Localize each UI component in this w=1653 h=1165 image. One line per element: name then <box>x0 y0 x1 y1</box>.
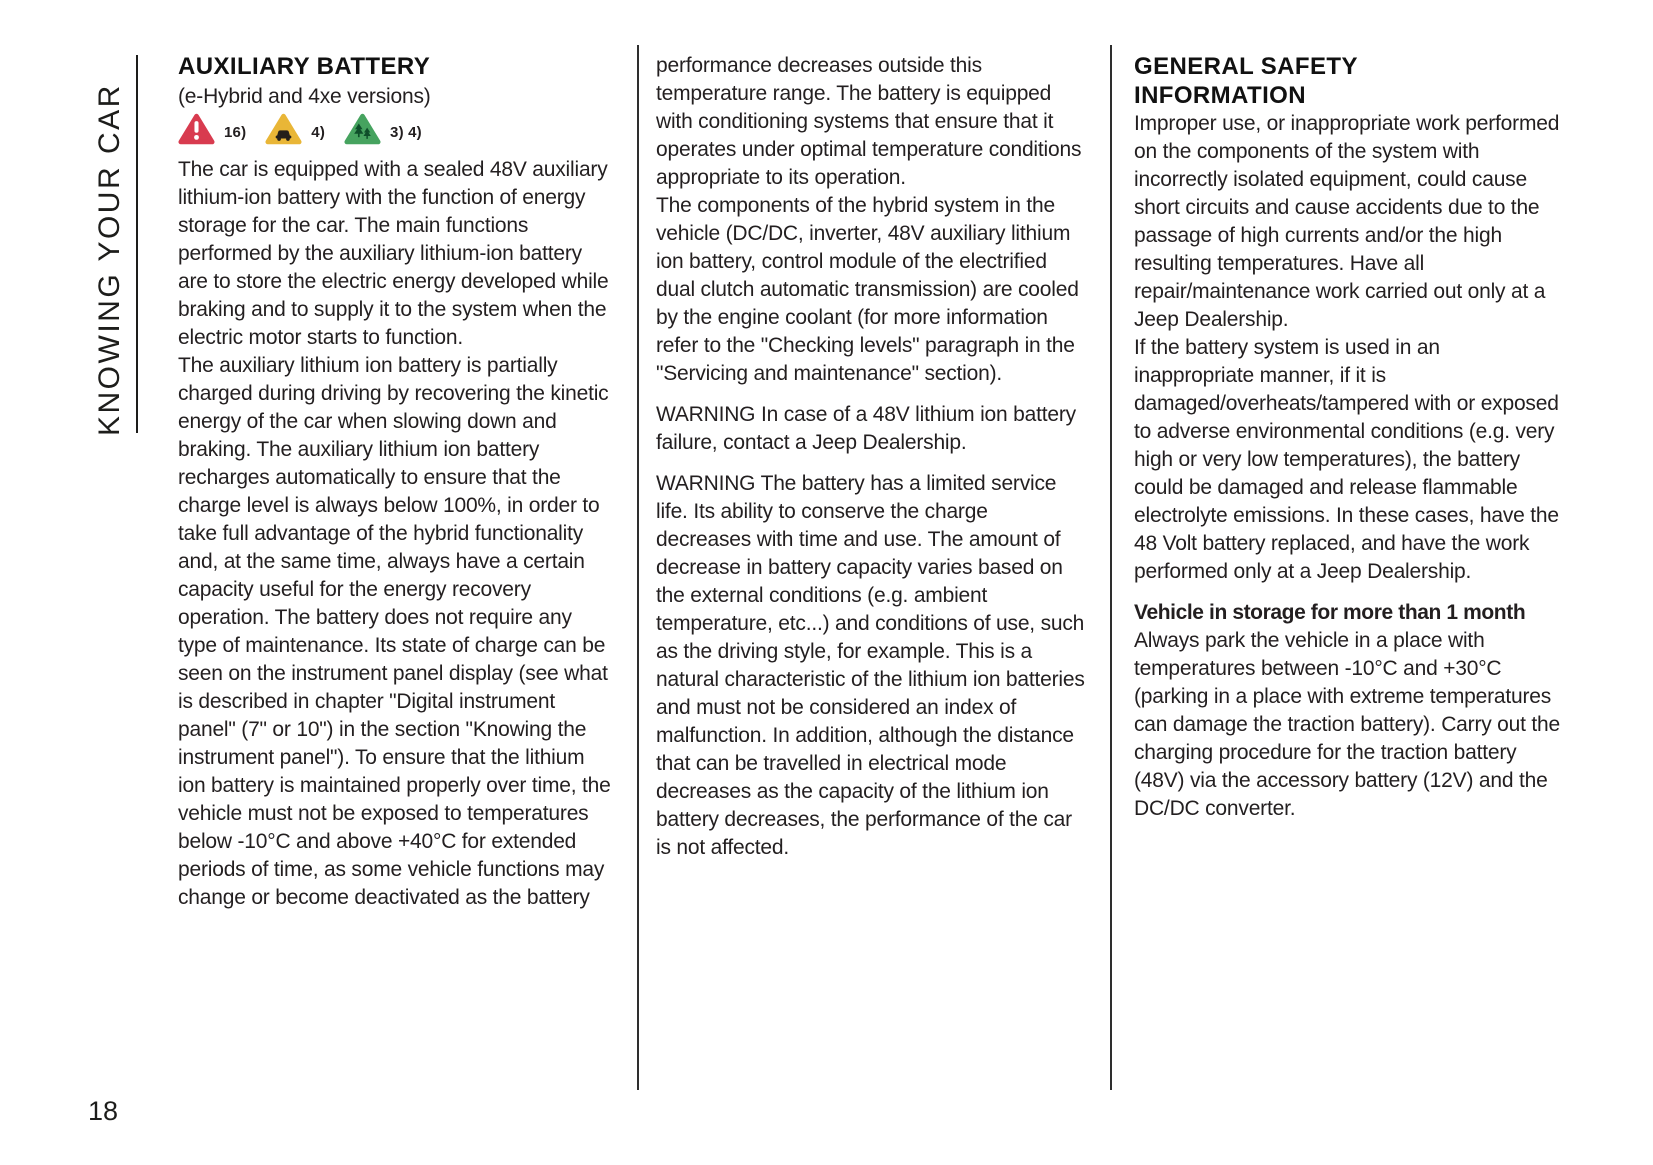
section-subheading-versions: (e-Hybrid and 4xe versions) <box>178 85 431 108</box>
chapter-sidebar-label: KNOWING YOUR CAR <box>93 83 126 436</box>
column-divider-2 <box>1110 45 1112 1090</box>
warning-paragraph: WARNING The battery has a limited service life. Its ability to conserve the charge decreases with time and use. The amount of decrease in battery capacity varies based on the external conditions (e.g. ambient temperature, etc...) and conditions of use, such as the driving style, for example. This is a natural characteristic of the lithium ion batteries and must not be considered an index of malfunction. In addition, although the distance that can be travelled in electrical mode decreases as the capacity of the lithium ion battery decreases, the performance of the car is not affected. <box>656 472 1085 859</box>
column-divider-1 <box>637 45 639 1090</box>
car-caution-triangle-ref: 4) <box>311 123 326 141</box>
reference-icon-row <box>178 115 615 149</box>
paragraph: The auxiliary lithium ion battery is partially charged during driving by recovering the kinetic energy of the car when slowing down and braking. The auxiliary lithium ion battery recharges automatically to ensure that the charge level is always below 100%, in order to take full advantage of the hybrid functionality and, at the same time, always have a certain capacity useful for the energy recovery operation. The battery does not require any type of maintenance. Its state of charge can be seen on the instrument panel display (see what is described in chapter "Digital instrument panel" (7" or 10") in the section "Knowing the instrument panel"). To ensure that the lithium ion battery is maintained properly over time, the vehicle must not be exposed to temperatures below -10°C and above +40°C for extended periods of time, as some vehicle functions may change or become deactivated as the battery <box>178 354 611 909</box>
warning-triangle-ref: 16) <box>224 123 247 141</box>
column-battery-continued <box>656 52 1088 862</box>
paragraph: Improper use, or inappropriate work performed on the components of the system with incorrectly isolated equipment, could cause short circuits and cause accidents due to the passage of high currents and/or the high resulting temperatures. Have all repair/maintenance work carried out only at a Jeep Dealership. <box>1134 112 1560 331</box>
paragraph: performance decreases outside this temperature range. The battery is equipped with conditioning systems that ensure that it operates under optimal temperature conditions appropriate to its operation. <box>656 54 1082 189</box>
section-heading-auxiliary-battery: AUXILIARY BATTERY <box>178 53 431 80</box>
paragraph: The components of the hybrid system in the vehicle (DC/DC, inverter, 48V auxiliary lithium ion battery, control module of the electrified dual clutch automatic transmission) are cooled by the engine coolant (for more information refer to the "Checking levels" paragraph in the "Servicing and maintenance" section). <box>656 194 1079 385</box>
page-number: 18 <box>88 1096 119 1126</box>
warning-paragraph: WARNING In case of a 48V lithium ion battery failure, contact a Jeep Dealership. <box>656 403 1076 454</box>
column-auxiliary-battery <box>178 52 615 912</box>
sidebar-rule <box>136 55 138 433</box>
section-heading-general-safety: GENERAL SAFETY INFORMATION <box>1134 53 1358 109</box>
paragraph: If the battery system is used in an inappropriate manner, if it is damaged/overheats/tampered with or exposed to adverse environmental conditions (e.g. very high or very low temperatures), the battery could be damaged and release flammable electrolyte emissions. In these cases, have the 48 Volt battery replaced, and have the work performed only at a Jeep Dealership. <box>1134 336 1559 583</box>
environment-triangle-icon <box>344 113 381 151</box>
car-caution-triangle-icon <box>265 113 302 151</box>
paragraph: The car is equipped with a sealed 48V auxiliary lithium-ion battery with the function of energy storage for the car. The main functions performed by the auxiliary lithium-ion battery are to store the electric energy developed while braking and to supply it to the system when the electric motor starts to function. <box>178 158 609 349</box>
warning-triangle-icon <box>178 113 215 151</box>
environment-triangle-ref: 3) 4) <box>390 123 422 141</box>
subheading-vehicle-storage: Vehicle in storage for more than 1 month <box>1134 601 1526 624</box>
column-general-safety <box>1134 52 1565 823</box>
paragraph: Always park the vehicle in a place with temperatures between -10°C and +30°C (parking in a place with extreme temperatures can damage the traction battery). Carry out the charging procedure for the traction battery (48V) via the accessory battery (12V) and the DC/DC converter. <box>1134 629 1560 820</box>
